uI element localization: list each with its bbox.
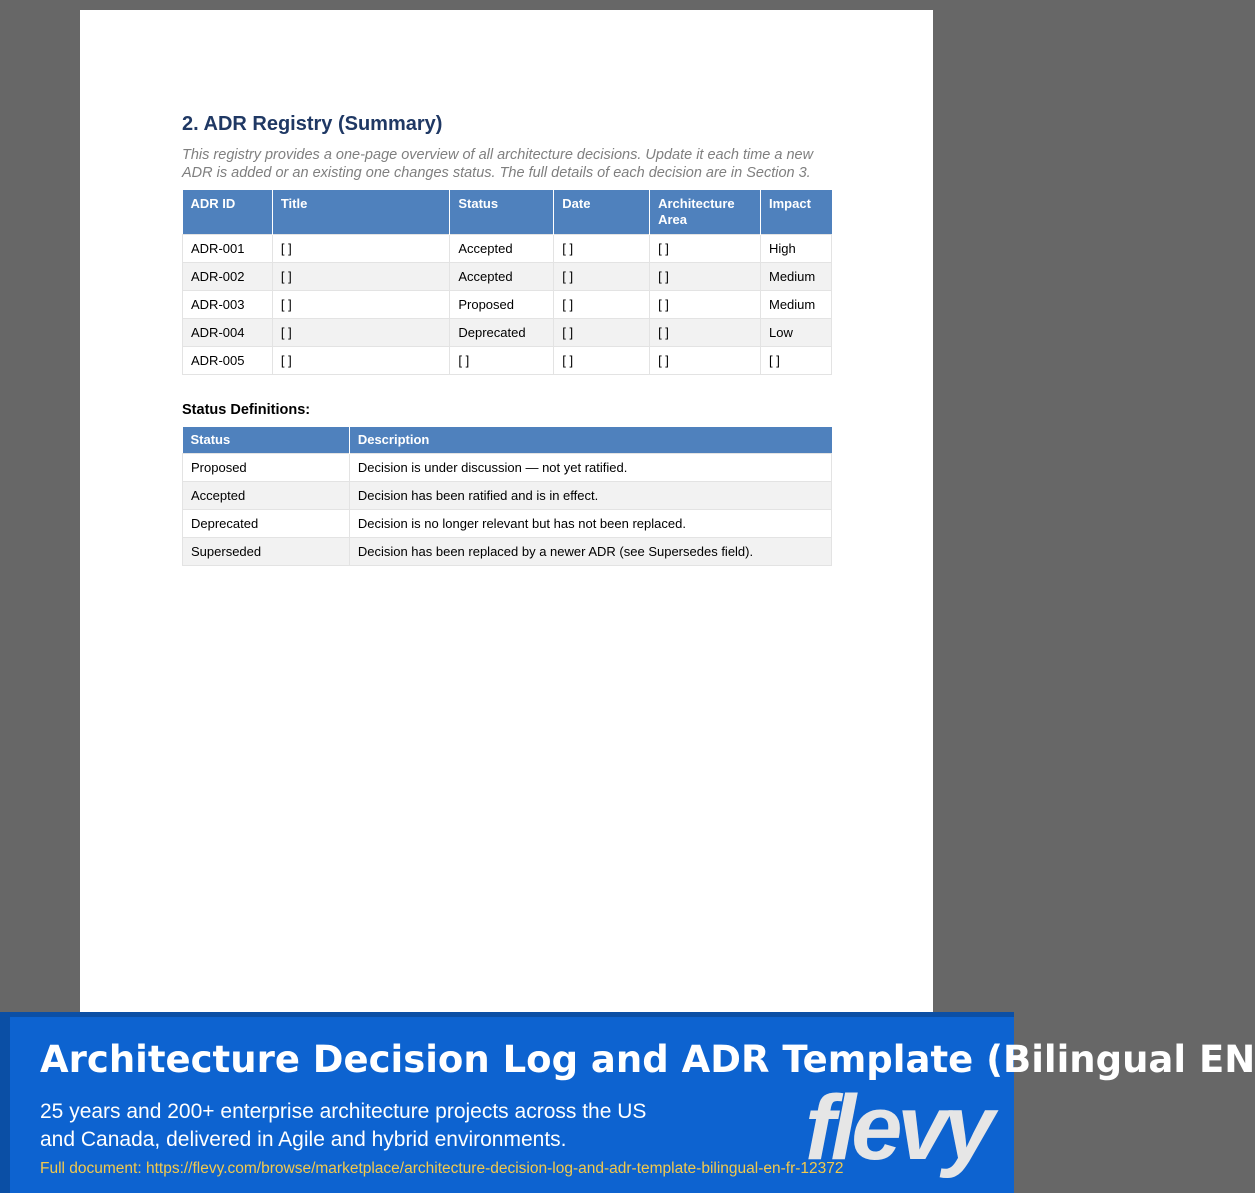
cell-adr-id: ADR-001 xyxy=(183,235,273,263)
cell-impact: Low xyxy=(761,319,832,347)
cell-title: [ ] xyxy=(272,291,450,319)
cell-title: [ ] xyxy=(272,319,450,347)
banner-top-border xyxy=(0,1012,1014,1017)
intro-paragraph: This registry provides a one-page overview of all architecture decisions. Update it each time a new ADR is added or an existing one changes status. The full details of each decision are in Section 3. xyxy=(182,147,814,181)
cell-date: [ ] xyxy=(554,291,650,319)
cell-date: [ ] xyxy=(554,235,650,263)
cell-impact: Medium xyxy=(761,291,832,319)
table-row xyxy=(183,235,832,263)
cell-title: [ ] xyxy=(272,235,450,263)
registry-header-row xyxy=(183,190,832,235)
header-status: Status xyxy=(183,427,350,454)
header-architecture-area: Architecture Area xyxy=(650,190,761,235)
header-status: Status xyxy=(450,190,554,235)
cell-status: Accepted xyxy=(183,482,350,510)
adr-registry-table xyxy=(182,190,832,375)
banner-left-edge xyxy=(0,1012,10,1193)
table-row xyxy=(183,263,832,291)
banner-title: Architecture Decision Log and ADR Template (Bilingual EN xyxy=(40,1038,1255,1081)
cell-architecture-area: [ ] xyxy=(650,235,761,263)
cell-impact: Medium xyxy=(761,263,832,291)
header-impact: Impact xyxy=(761,190,832,235)
table-row xyxy=(183,454,832,482)
table-row xyxy=(183,482,832,510)
header-title: Title xyxy=(272,190,450,235)
cell-architecture-area: [ ] xyxy=(650,263,761,291)
cell-title: [ ] xyxy=(272,347,450,375)
document-page xyxy=(80,10,933,1013)
cell-status: Accepted xyxy=(450,263,554,291)
table-row xyxy=(183,291,832,319)
header-description: Description xyxy=(349,427,831,454)
cell-adr-id: ADR-004 xyxy=(183,319,273,347)
cell-status: Deprecated xyxy=(183,510,350,538)
cell-adr-id: ADR-005 xyxy=(183,347,273,375)
flevy-logo: flevy xyxy=(805,1077,990,1179)
cell-status: Proposed xyxy=(450,291,554,319)
cell-date: [ ] xyxy=(554,319,650,347)
cell-adr-id: ADR-002 xyxy=(183,263,273,291)
cell-impact: [ ] xyxy=(761,347,832,375)
cell-status: Proposed xyxy=(183,454,350,482)
status-definitions-table xyxy=(182,427,832,566)
cell-architecture-area: [ ] xyxy=(650,347,761,375)
cell-architecture-area: [ ] xyxy=(650,291,761,319)
table-row xyxy=(183,538,832,566)
cell-status: Superseded xyxy=(183,538,350,566)
status-definitions-title: Status Definitions: xyxy=(182,402,311,418)
cell-impact: High xyxy=(761,235,832,263)
table-row xyxy=(183,510,832,538)
promo-banner xyxy=(0,1012,1255,1193)
header-date: Date xyxy=(554,190,650,235)
cell-status: [ ] xyxy=(450,347,554,375)
cell-description: Decision is no longer relevant but has not been replaced. xyxy=(349,510,831,538)
cell-status: Deprecated xyxy=(450,319,554,347)
cell-architecture-area: [ ] xyxy=(650,319,761,347)
cell-date: [ ] xyxy=(554,347,650,375)
cell-description: Decision has been ratified and is in effect. xyxy=(349,482,831,510)
cell-title: [ ] xyxy=(272,263,450,291)
table-row xyxy=(183,319,832,347)
banner-subtitle: 25 years and 200+ enterprise architecture projects across the US and Canada, delivered in Agile and hybrid environments. xyxy=(40,1100,647,1151)
cell-status: Accepted xyxy=(450,235,554,263)
page-content xyxy=(182,112,832,566)
header-adr-id: ADR ID xyxy=(183,190,273,235)
section-title: 2. ADR Registry (Summary) xyxy=(182,113,443,135)
definitions-header-row xyxy=(183,427,832,454)
full-document-link[interactable]: Full document: https://flevy.com/browse/marketplace/architecture-decision-log-and-adr-template-bilingual-en-fr-12372 xyxy=(40,1160,844,1177)
cell-description: Decision is under discussion — not yet ratified. xyxy=(349,454,831,482)
cell-description: Decision has been replaced by a newer ADR (see Supersedes field). xyxy=(349,538,831,566)
cell-adr-id: ADR-003 xyxy=(183,291,273,319)
cell-date: [ ] xyxy=(554,263,650,291)
table-row xyxy=(183,347,832,375)
